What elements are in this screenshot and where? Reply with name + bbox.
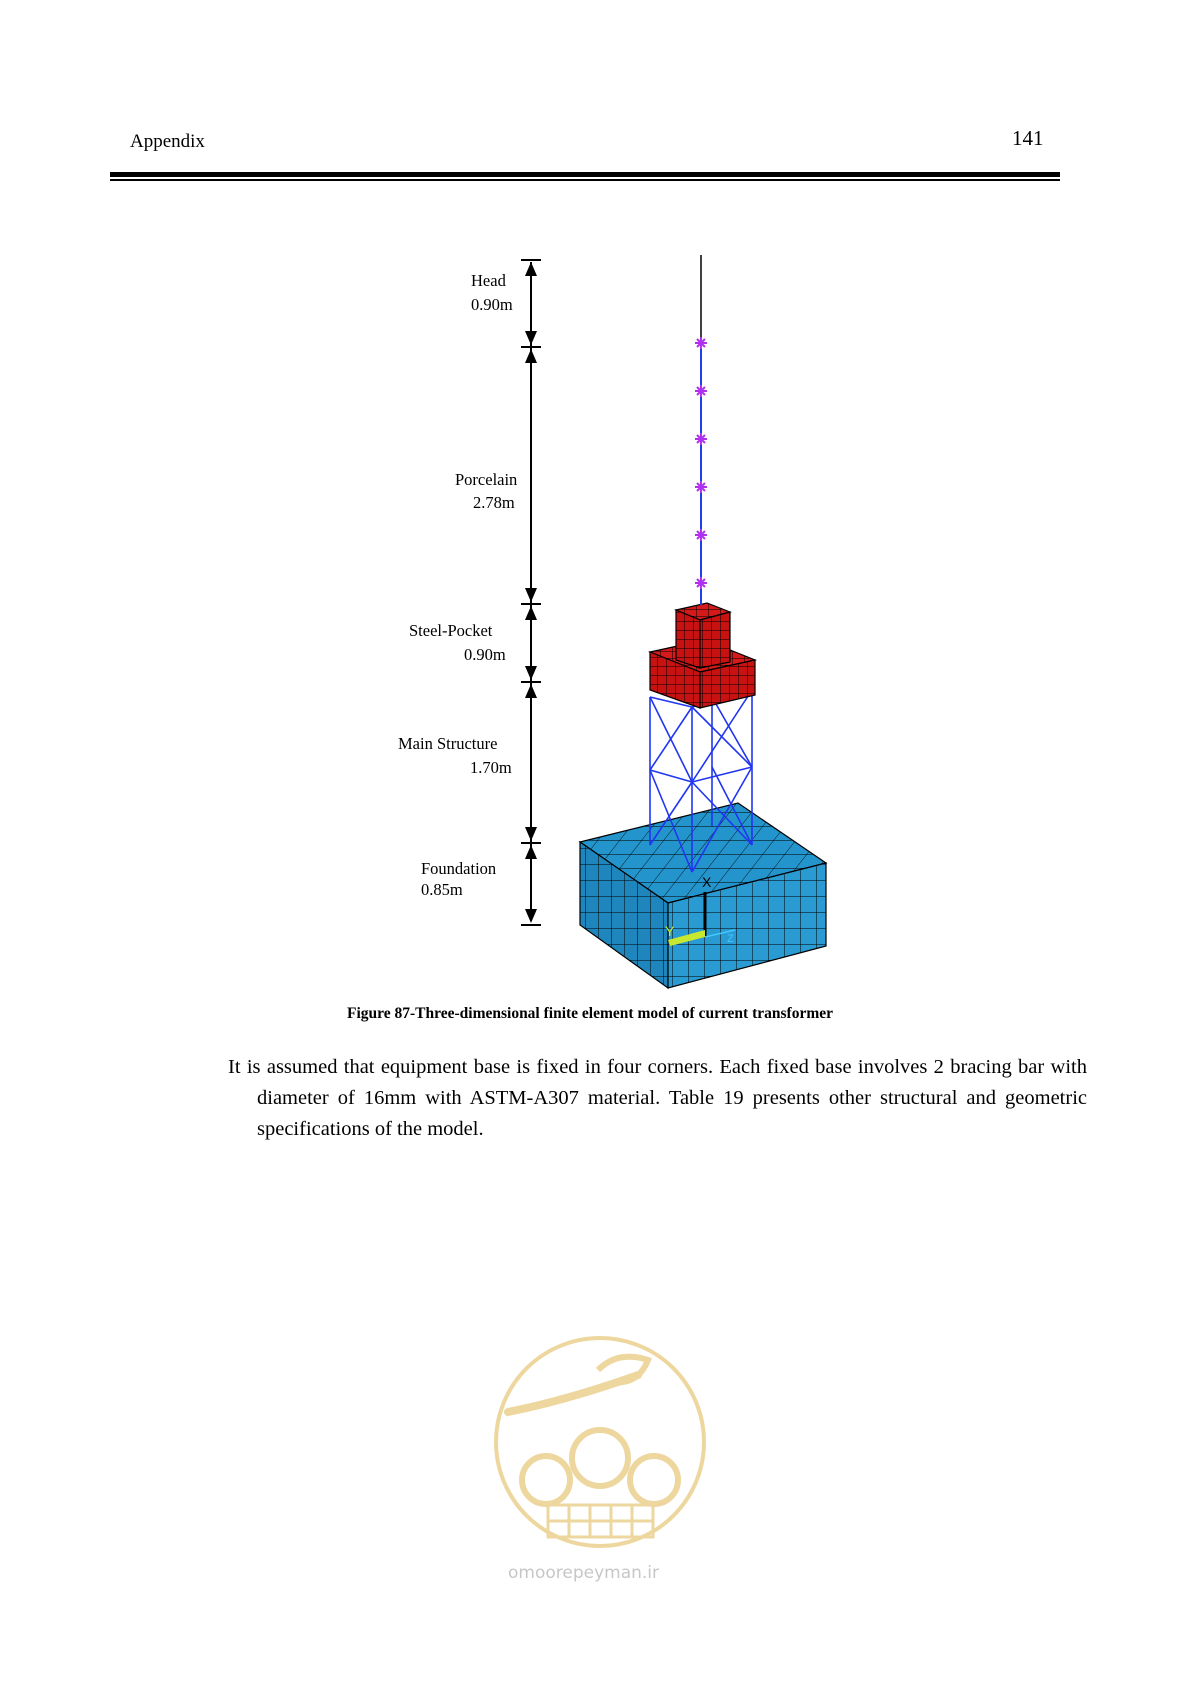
- steel-pocket: [650, 603, 755, 708]
- dimension-lines: [521, 260, 541, 925]
- dim-porcelain-name: Porcelain: [455, 470, 518, 489]
- pocket-upper-side: [700, 612, 730, 668]
- running-head: Appendix: [130, 131, 205, 152]
- figure-caption: Figure 87-Three-dimensional finite element model of current transformer: [347, 1005, 833, 1022]
- axis-label-y: Y: [665, 923, 675, 939]
- dim-head-value: 0.90m: [471, 295, 513, 314]
- body-paragraph: It is assumed that equipment base is fixed in four corners. Each fixed base involves 2 bracing bar with diameter of 16mm with ASTM-A307 material. Table 19 presents other structural and geometric specifications of the model.: [228, 1056, 1087, 1140]
- dim-porcelain-value: 2.78m: [473, 493, 515, 512]
- gear-icon: [522, 1430, 678, 1504]
- watermark-site: omoorepeyman.ir: [508, 1563, 660, 1583]
- axis-label-x: X: [702, 874, 712, 890]
- axis-label-z: Z: [727, 933, 734, 945]
- page-number: 141: [1012, 126, 1044, 150]
- dim-steel-pocket-value: 0.90m: [464, 645, 506, 664]
- dim-foundation-value: 0.85m: [421, 880, 463, 899]
- dim-head-name: Head: [471, 271, 506, 290]
- dimension-labels: [398, 271, 517, 899]
- foundation-block: [580, 803, 826, 988]
- dim-foundation-name: Foundation: [421, 859, 497, 878]
- dim-main-structure-name: Main Structure: [398, 734, 498, 753]
- dim-main-structure-value: 1.70m: [470, 758, 512, 777]
- dim-steel-pocket-name: Steel-Pocket: [409, 621, 493, 640]
- watermark-logo: [488, 1330, 713, 1590]
- pocket-upper-front: [676, 610, 700, 668]
